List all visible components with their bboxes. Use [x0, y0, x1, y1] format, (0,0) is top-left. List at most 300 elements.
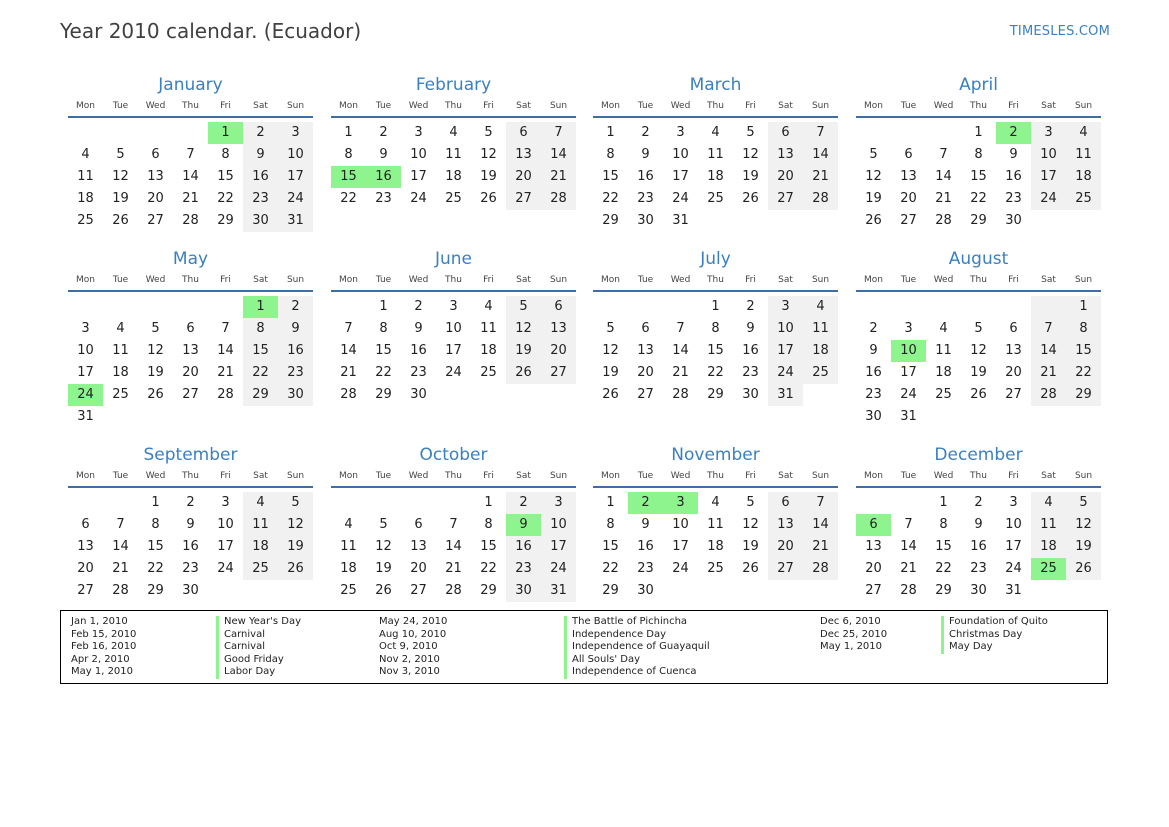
- day-cell: 21: [340, 365, 357, 380]
- empty-cell: [856, 122, 891, 144]
- weekday-label: Mon: [339, 275, 358, 285]
- day-cell: 20: [1005, 365, 1022, 380]
- day-cell: 4: [1031, 492, 1066, 514]
- month-name: August: [948, 249, 1009, 269]
- day-cell: 5: [506, 296, 541, 318]
- weekday-label: Tue: [112, 275, 129, 285]
- weekday-label: Mon: [864, 275, 883, 285]
- weekday-label: Sat: [516, 471, 531, 481]
- day-cell: 10: [672, 517, 689, 532]
- day-cell: 7: [541, 122, 576, 144]
- month-august: [856, 248, 1101, 428]
- day-cell: 23: [637, 191, 654, 206]
- holiday-date: May 24, 2010: [379, 616, 448, 627]
- day-cell: 17: [278, 166, 313, 188]
- day-cell: 6: [768, 492, 803, 514]
- holiday-dates-col-3: [820, 616, 887, 654]
- weekday-label: Mon: [601, 275, 620, 285]
- day-cell: 4: [449, 125, 458, 140]
- weekday-label: Mon: [864, 471, 883, 481]
- day-cell: 29: [602, 583, 619, 598]
- weekday-label: Fri: [1008, 275, 1019, 285]
- day-cell: 12: [742, 517, 759, 532]
- day-cell: 11: [445, 147, 462, 162]
- empty-cell: [331, 296, 366, 318]
- day-cell: 26: [742, 191, 759, 206]
- weekday-header: [68, 99, 313, 118]
- month-name: September: [143, 445, 238, 465]
- weekday-label: Sat: [253, 101, 268, 111]
- day-cell: 23: [637, 561, 654, 576]
- day-cell: 18: [935, 365, 952, 380]
- weekday-label: Fri: [483, 101, 494, 111]
- day-cell: 27: [410, 583, 427, 598]
- holiday-day-cell: 1: [208, 122, 243, 144]
- holiday-date: Nov 3, 2010: [379, 666, 440, 677]
- day-cell: 24: [900, 387, 917, 402]
- day-cell: 30: [865, 409, 882, 424]
- day-cell: 8: [379, 321, 388, 336]
- empty-cell: [103, 296, 138, 318]
- weekday-label: Sat: [516, 101, 531, 111]
- weekday-label: Sat: [778, 101, 793, 111]
- day-cell: 26: [970, 387, 987, 402]
- holiday-name: Christmas Day: [941, 629, 1048, 642]
- day-cell: 17: [445, 343, 462, 358]
- weekday-label: Sat: [1041, 101, 1056, 111]
- weekday-label: Fri: [220, 275, 231, 285]
- day-cell: 21: [445, 561, 462, 576]
- day-cell: 14: [900, 539, 917, 554]
- day-cell: 7: [449, 517, 458, 532]
- day-cell: 19: [375, 561, 392, 576]
- day-cell: 18: [803, 340, 838, 362]
- day-cell: 4: [1066, 122, 1101, 144]
- holiday-date: Dec 25, 2010: [820, 628, 888, 640]
- holiday-name: Independence Day: [564, 629, 710, 642]
- day-cell: 9: [414, 321, 423, 336]
- day-cell: 8: [606, 147, 615, 162]
- day-cell: 25: [480, 365, 497, 380]
- day-cell: 21: [900, 561, 917, 576]
- day-cell: 29: [970, 213, 987, 228]
- empty-cell: [173, 296, 208, 318]
- day-cell: 20: [865, 561, 882, 576]
- day-cell: 29: [602, 213, 619, 228]
- weekday-label: Fri: [483, 471, 494, 481]
- weekday-label: Sun: [811, 471, 830, 481]
- day-cell: 30: [1005, 213, 1022, 228]
- day-cell: 30: [637, 213, 654, 228]
- holiday-name: Carnival: [216, 629, 301, 642]
- day-cell: 19: [147, 365, 164, 380]
- day-cell: 7: [904, 517, 913, 532]
- day-cell: 9: [278, 318, 313, 340]
- day-cell: 21: [1031, 362, 1066, 384]
- day-cell: 27: [637, 387, 654, 402]
- day-cell: 14: [112, 539, 129, 554]
- day-cell: 3: [1031, 122, 1066, 144]
- day-cell: 27: [147, 213, 164, 228]
- day-cell: 16: [410, 343, 427, 358]
- day-cell: 14: [541, 144, 576, 166]
- day-cell: 13: [900, 169, 917, 184]
- day-cell: 22: [707, 365, 724, 380]
- weekday-label: Wed: [670, 275, 691, 285]
- weekday-label: Sun: [811, 275, 830, 285]
- day-cell: 14: [445, 539, 462, 554]
- day-cell: 12: [970, 343, 987, 358]
- month-june: [331, 248, 576, 406]
- day-cell: 9: [243, 144, 278, 166]
- day-cell: 12: [1066, 514, 1101, 536]
- day-cell: 1: [379, 299, 388, 314]
- day-cell: 14: [1031, 340, 1066, 362]
- day-cell: 18: [707, 169, 724, 184]
- day-cell: 15: [935, 539, 952, 554]
- day-cell: 13: [410, 539, 427, 554]
- day-cell: 15: [147, 539, 164, 554]
- day-cell: 25: [243, 558, 278, 580]
- day-cell: 10: [278, 144, 313, 166]
- day-cell: 12: [480, 147, 497, 162]
- day-cell: 4: [116, 321, 125, 336]
- day-cell: 1: [151, 495, 160, 510]
- day-cell: 16: [865, 365, 882, 380]
- day-cell: 31: [1005, 583, 1022, 598]
- weekday-header: [331, 99, 576, 118]
- day-cell: 5: [1066, 492, 1101, 514]
- day-cell: 6: [186, 321, 195, 336]
- day-cell: 10: [1005, 517, 1022, 532]
- weekday-label: Sat: [778, 471, 793, 481]
- days-grid: [68, 296, 313, 428]
- day-cell: 26: [147, 387, 164, 402]
- weekday-label: Sat: [516, 275, 531, 285]
- day-cell: 1: [1066, 296, 1101, 318]
- weekday-label: Thu: [707, 275, 724, 285]
- day-cell: 25: [340, 583, 357, 598]
- day-cell: 7: [939, 147, 948, 162]
- day-cell: 10: [410, 147, 427, 162]
- day-cell: 23: [243, 188, 278, 210]
- day-cell: 27: [77, 583, 94, 598]
- day-cell: 27: [182, 387, 199, 402]
- day-cell: 21: [541, 166, 576, 188]
- holiday-day-cell: 24: [68, 384, 103, 406]
- day-cell: 2: [243, 122, 278, 144]
- weekday-label: Tue: [900, 471, 917, 481]
- day-cell: 15: [480, 539, 497, 554]
- weekday-label: Mon: [601, 471, 620, 481]
- day-cell: 24: [445, 365, 462, 380]
- day-cell: 2: [186, 495, 195, 510]
- day-cell: 11: [77, 169, 94, 184]
- month-july: [593, 248, 838, 406]
- day-cell: 22: [340, 191, 357, 206]
- day-cell: 15: [217, 169, 234, 184]
- days-grid: [856, 296, 1101, 428]
- day-cell: 8: [711, 321, 720, 336]
- day-cell: 21: [112, 561, 129, 576]
- day-cell: 20: [410, 561, 427, 576]
- weekday-label: Sat: [1041, 471, 1056, 481]
- day-cell: 24: [278, 188, 313, 210]
- day-cell: 27: [865, 583, 882, 598]
- month-march: [593, 74, 838, 232]
- day-cell: 1: [711, 299, 720, 314]
- day-cell: 28: [672, 387, 689, 402]
- empty-cell: [173, 122, 208, 144]
- day-cell: 27: [768, 558, 803, 580]
- day-cell: 17: [672, 169, 689, 184]
- day-cell: 29: [217, 213, 234, 228]
- holiday-names-col-3: [941, 616, 1048, 654]
- day-cell: 22: [147, 561, 164, 576]
- day-cell: 13: [77, 539, 94, 554]
- day-cell: 1: [606, 495, 615, 510]
- day-cell: 26: [602, 387, 619, 402]
- holiday-date: Nov 2, 2010: [379, 653, 440, 665]
- page-title: Year 2010 calendar. (Ecuador): [60, 19, 362, 43]
- day-cell: 8: [344, 147, 353, 162]
- day-cell: 24: [1031, 188, 1066, 210]
- day-cell: 28: [935, 213, 952, 228]
- day-cell: 14: [672, 343, 689, 358]
- day-cell: 9: [641, 517, 650, 532]
- day-cell: 29: [147, 583, 164, 598]
- site-link[interactable]: TIMESLES.COM: [1009, 24, 1110, 39]
- day-cell: 29: [935, 583, 952, 598]
- day-cell: 14: [803, 144, 838, 166]
- day-cell: 24: [672, 561, 689, 576]
- day-cell: 20: [541, 340, 576, 362]
- day-cell: 8: [974, 147, 983, 162]
- day-cell: 2: [869, 321, 878, 336]
- day-cell: 16: [278, 340, 313, 362]
- day-cell: 8: [221, 147, 230, 162]
- day-cell: 11: [340, 539, 357, 554]
- day-cell: 3: [221, 495, 230, 510]
- weekday-label: Wed: [933, 101, 954, 111]
- holiday-date: May 1, 2010: [71, 666, 134, 677]
- days-grid: [593, 296, 838, 406]
- holiday-date: Dec 6, 2010: [820, 616, 881, 627]
- day-cell: 12: [147, 343, 164, 358]
- day-cell: 21: [217, 365, 234, 380]
- empty-cell: [208, 296, 243, 318]
- empty-cell: [891, 296, 926, 318]
- weekday-label: Wed: [408, 275, 429, 285]
- month-january: [68, 74, 313, 232]
- day-cell: 5: [974, 321, 983, 336]
- weekday-label: Mon: [864, 101, 883, 111]
- weekday-label: Fri: [220, 101, 231, 111]
- day-cell: 28: [217, 387, 234, 402]
- weekday-label: Tue: [637, 101, 654, 111]
- weekday-label: Sat: [778, 275, 793, 285]
- day-cell: 29: [480, 583, 497, 598]
- day-cell: 28: [803, 188, 838, 210]
- day-cell: 17: [1031, 166, 1066, 188]
- day-cell: 4: [81, 147, 90, 162]
- month-name: October: [419, 445, 488, 465]
- holiday-dates-col-2: [379, 616, 447, 679]
- day-cell: 12: [742, 147, 759, 162]
- holiday-day-cell: 9: [506, 514, 541, 536]
- day-cell: 18: [707, 539, 724, 554]
- day-cell: 23: [506, 558, 541, 580]
- days-grid: [331, 122, 576, 210]
- day-cell: 26: [375, 583, 392, 598]
- day-cell: 10: [541, 514, 576, 536]
- day-cell: 8: [1066, 318, 1101, 340]
- day-cell: 24: [768, 362, 803, 384]
- day-cell: 5: [746, 125, 755, 140]
- day-cell: 1: [344, 125, 353, 140]
- day-cell: 7: [1031, 318, 1066, 340]
- day-cell: 10: [77, 343, 94, 358]
- empty-cell: [366, 492, 401, 514]
- day-cell: 9: [746, 321, 755, 336]
- day-cell: 12: [112, 169, 129, 184]
- day-cell: 20: [77, 561, 94, 576]
- day-cell: 7: [803, 122, 838, 144]
- day-cell: 16: [742, 343, 759, 358]
- day-cell: 1: [939, 495, 948, 510]
- holiday-list: [60, 610, 1108, 684]
- day-cell: 9: [379, 147, 388, 162]
- day-cell: 30: [182, 583, 199, 598]
- weekday-label: Fri: [1008, 471, 1019, 481]
- weekday-label: Thu: [445, 101, 462, 111]
- weekday-label: Sun: [549, 101, 568, 111]
- day-cell: 17: [900, 365, 917, 380]
- weekday-label: Thu: [970, 275, 987, 285]
- month-may: [68, 248, 313, 428]
- day-cell: 18: [243, 536, 278, 558]
- day-cell: 26: [278, 558, 313, 580]
- days-grid: [68, 122, 313, 232]
- day-cell: 30: [278, 384, 313, 406]
- holiday-day-cell: 3: [663, 492, 698, 514]
- weekday-label: Tue: [900, 275, 917, 285]
- day-cell: 15: [375, 343, 392, 358]
- day-cell: 30: [970, 583, 987, 598]
- day-cell: 25: [445, 191, 462, 206]
- empty-cell: [891, 492, 926, 514]
- day-cell: 19: [1066, 536, 1101, 558]
- weekday-label: Tue: [112, 101, 129, 111]
- day-cell: 16: [506, 536, 541, 558]
- day-cell: 28: [445, 583, 462, 598]
- day-cell: 2: [641, 125, 650, 140]
- day-cell: 25: [1066, 188, 1101, 210]
- holiday-name: Independence of Guayaquil: [564, 641, 710, 654]
- weekday-label: Thu: [707, 101, 724, 111]
- day-cell: 9: [974, 517, 983, 532]
- days-grid: [593, 122, 838, 232]
- day-cell: 31: [768, 384, 803, 406]
- day-cell: 31: [900, 409, 917, 424]
- weekday-header: [331, 273, 576, 292]
- day-cell: 13: [1005, 343, 1022, 358]
- day-cell: 3: [904, 321, 913, 336]
- weekday-label: Mon: [601, 101, 620, 111]
- day-cell: 28: [112, 583, 129, 598]
- day-cell: 18: [1031, 536, 1066, 558]
- weekday-header: [68, 469, 313, 488]
- holiday-day-cell: 6: [856, 514, 891, 536]
- day-cell: 11: [707, 517, 724, 532]
- day-cell: 5: [484, 125, 493, 140]
- day-cell: 23: [970, 561, 987, 576]
- day-cell: 22: [217, 191, 234, 206]
- day-cell: 19: [742, 169, 759, 184]
- weekday-header: [593, 273, 838, 292]
- month-name: March: [689, 75, 742, 95]
- day-cell: 20: [900, 191, 917, 206]
- day-cell: 4: [803, 296, 838, 318]
- holiday-day-cell: 2: [628, 492, 663, 514]
- weekday-header: [331, 469, 576, 488]
- day-cell: 5: [278, 492, 313, 514]
- month-name: June: [434, 249, 473, 269]
- weekday-label: Tue: [375, 471, 392, 481]
- day-cell: 3: [81, 321, 90, 336]
- day-cell: 22: [480, 561, 497, 576]
- day-cell: 11: [480, 321, 497, 336]
- holiday-day-cell: 1: [243, 296, 278, 318]
- month-october: [331, 444, 576, 602]
- weekday-label: Sat: [253, 275, 268, 285]
- day-cell: 19: [278, 536, 313, 558]
- day-cell: 17: [541, 536, 576, 558]
- weekday-label: Fri: [1008, 101, 1019, 111]
- day-cell: 24: [672, 191, 689, 206]
- day-cell: 23: [278, 362, 313, 384]
- empty-cell: [103, 122, 138, 144]
- empty-cell: [926, 296, 961, 318]
- day-cell: 20: [768, 166, 803, 188]
- day-cell: 3: [414, 125, 423, 140]
- holiday-names-col-1: [216, 616, 301, 679]
- weekday-label: Fri: [745, 275, 756, 285]
- day-cell: 21: [803, 536, 838, 558]
- weekday-label: Tue: [375, 275, 392, 285]
- day-cell: 5: [379, 517, 388, 532]
- weekday-label: Thu: [707, 471, 724, 481]
- holiday-name: New Year's Day: [216, 616, 301, 629]
- day-cell: 17: [1005, 539, 1022, 554]
- day-cell: 10: [1031, 144, 1066, 166]
- weekday-label: Wed: [408, 471, 429, 481]
- month-september: [68, 444, 313, 602]
- day-cell: 22: [1066, 362, 1101, 384]
- day-cell: 6: [506, 122, 541, 144]
- day-cell: 3: [1009, 495, 1018, 510]
- day-cell: 15: [1066, 340, 1101, 362]
- weekday-label: Sun: [1074, 471, 1093, 481]
- day-cell: 13: [768, 144, 803, 166]
- day-cell: 11: [1031, 514, 1066, 536]
- month-november: [593, 444, 838, 602]
- day-cell: 8: [484, 517, 493, 532]
- day-cell: 7: [344, 321, 353, 336]
- day-cell: 7: [186, 147, 195, 162]
- weekday-label: Sun: [1074, 275, 1093, 285]
- day-cell: 2: [746, 299, 755, 314]
